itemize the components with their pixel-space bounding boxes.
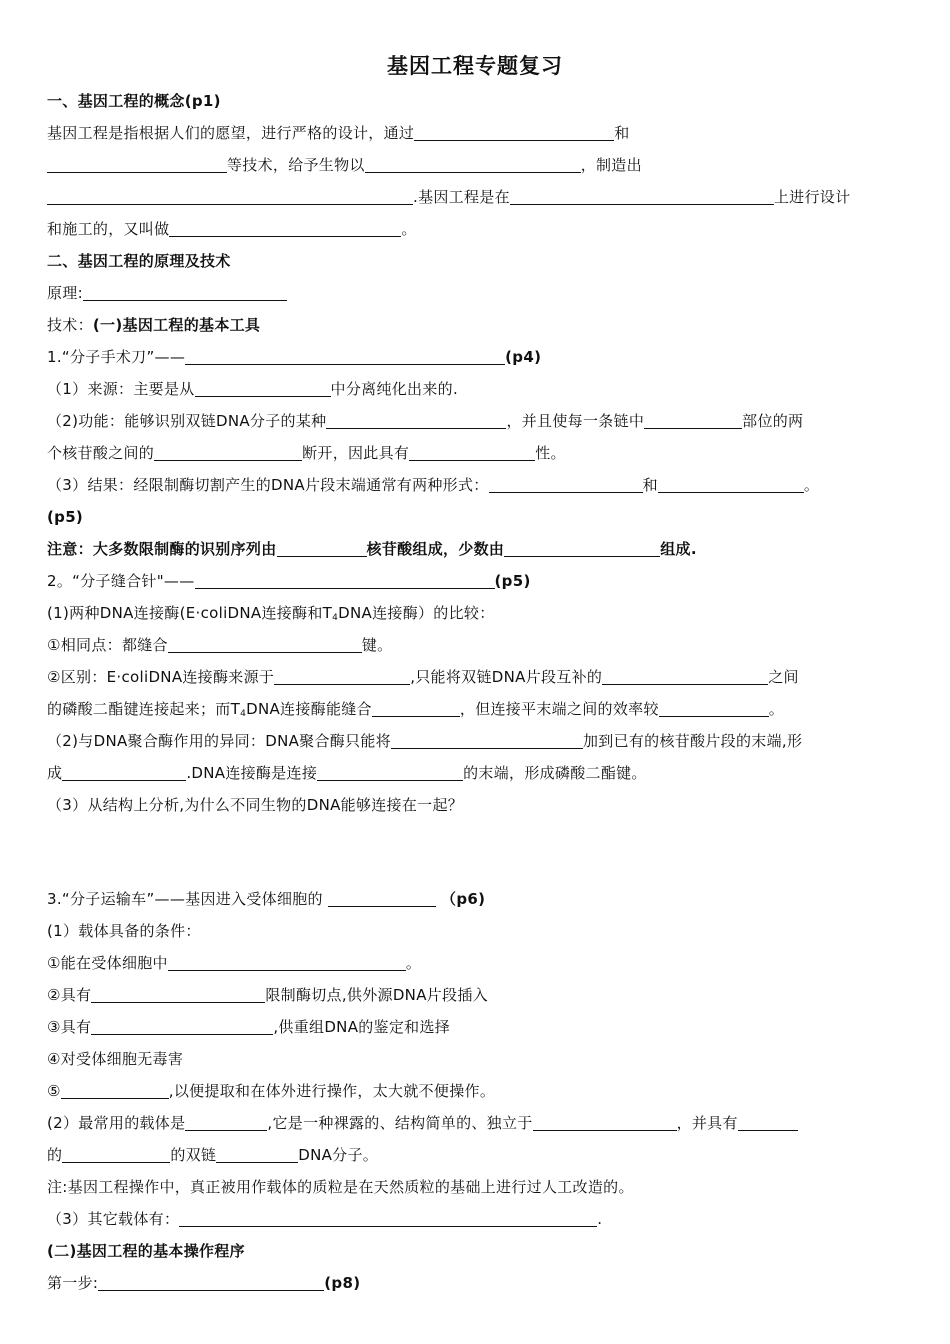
blank[interactable] [277, 540, 367, 557]
function-text-a: （2)功能：能够识别双链DNA分子的某种 [47, 412, 327, 430]
condition-2 [47, 984, 903, 1006]
subscript: 4 [332, 613, 339, 623]
c3-text-a: ③具有 [47, 1018, 92, 1036]
tech-line [47, 314, 903, 336]
page-ref: (p5) [494, 572, 531, 590]
result-text-c: 。 [803, 476, 820, 494]
pol2-text-b: .DNA连接酶是连接 [186, 764, 318, 782]
c3-text-b: ,供重组DNA的鉴定和选择 [273, 1018, 451, 1036]
section2-heading [47, 250, 903, 272]
same-text-a: ①相同点：都缝合 [47, 636, 168, 654]
blank[interactable] [47, 156, 227, 173]
step1-line [47, 1272, 903, 1294]
c1-text-a: ①能在受体细胞中 [47, 954, 168, 972]
note-text-c: 组成. [660, 540, 697, 558]
blank[interactable] [195, 380, 331, 397]
blank[interactable] [391, 732, 583, 749]
tool2-heading-text: 2。“分子缝合针"—— [47, 572, 195, 590]
diff-text-c: 之间 [768, 668, 799, 686]
other-text-b: . [597, 1210, 603, 1228]
step1-label: 第一步 [47, 1274, 93, 1292]
condition-3 [47, 1016, 903, 1038]
section3-heading [47, 1240, 903, 1262]
blank[interactable] [216, 1146, 298, 1163]
note-text-a: 注意：大多数限制酶的识别序列由 [47, 540, 277, 558]
tool1-heading-text: 1.“分子手术刀”—— [47, 348, 186, 366]
blank[interactable] [91, 1018, 273, 1035]
concept-line-4 [47, 218, 903, 240]
dna-question [47, 794, 903, 816]
blank[interactable] [372, 700, 460, 717]
function2-text-c: 性。 [535, 444, 566, 462]
common2-text-b: 的双链 [170, 1146, 217, 1164]
note-text: 注:基因工程操作中，真正被用作载体的质粒是在天然质粒的基础上进行过人工改造的。 [47, 1178, 634, 1196]
conditions-text: (1）载体具备的条件： [47, 922, 201, 940]
step1-colon: : [92, 1274, 99, 1292]
polymerase-2 [47, 762, 903, 784]
blank[interactable] [328, 890, 436, 907]
concept-line-1 [47, 122, 903, 144]
c2-text-a: ②具有 [47, 986, 92, 1004]
page-ref: （p6) [441, 890, 486, 908]
tools-heading: (一)基因工程的基本工具 [92, 316, 261, 334]
blank[interactable] [738, 1114, 798, 1131]
concept-text-4a: 和施工的，又叫做 [47, 220, 170, 238]
condition-5 [47, 1080, 903, 1102]
compare-text-a: (1)两种DNA连接酶(E·coliDNA连接酶和T [47, 604, 333, 622]
blank[interactable] [659, 700, 769, 717]
vector-conditions [47, 920, 903, 942]
blank[interactable] [326, 412, 506, 429]
concept-text-3b: 上进行设计 [773, 188, 851, 206]
section1-heading [47, 90, 903, 112]
concept-line-2 [47, 154, 903, 176]
diff2-text-a: 的磷酸二酯键连接起来；而T [47, 700, 241, 718]
blank[interactable] [644, 412, 742, 429]
c5-text-b: ,以便提取和在体外进行操作，太大就不便操作。 [168, 1082, 496, 1100]
blank[interactable] [83, 284, 287, 301]
pol-text-a: （2)与DNA聚合酶作用的异同：DNA聚合酶只能将 [47, 732, 391, 750]
page-ref: (p5) [47, 508, 84, 526]
other-vectors [47, 1208, 903, 1230]
c4-text: ④对受体细胞无毒害 [47, 1050, 184, 1068]
diff2-text-b: DNA连接酶能缝合 [246, 700, 372, 718]
result-text-a: （3）结果：经限制酶切割产生的DNA片段末端通常有两种形式： [47, 476, 489, 494]
blank[interactable] [91, 986, 265, 1003]
diff-text-a: ②区别：E·coliDNA连接酶来源于 [47, 668, 275, 686]
note-text-b: 核苷酸组成，少数由 [366, 540, 505, 558]
blank[interactable] [602, 668, 768, 685]
c2-text-b: 限制酶切点,供外源DNA片段插入 [265, 986, 488, 1004]
page-title: 基因工程专题复习 [387, 54, 563, 78]
diff-text-b: ,只能将双链DNA片段互补的 [410, 668, 603, 686]
blank[interactable] [533, 1114, 677, 1131]
section1-heading-text: 一、基因工程的概念(p1) [47, 92, 221, 110]
compare-text-b: DNA连接酶）的比较： [338, 604, 495, 622]
tech-label: 技术： [47, 316, 93, 334]
source-text-a: （1）来源：主要是从 [47, 380, 195, 398]
common2-text-a: 的 [47, 1146, 63, 1164]
blank[interactable] [489, 476, 643, 493]
blank[interactable] [185, 348, 505, 365]
page-ref: (p8) [324, 1274, 361, 1292]
subscript: 4 [240, 709, 247, 719]
function2-text-a: 个核苷酸之间的 [47, 444, 155, 462]
source-text-b: 中分离纯化出来的. [330, 380, 459, 398]
blank[interactable] [62, 1146, 170, 1163]
tool1-function-1 [47, 410, 903, 432]
blank[interactable] [195, 572, 495, 589]
ligase-diff-2 [47, 698, 903, 725]
blank[interactable] [168, 636, 362, 653]
common-vector-1 [47, 1112, 903, 1134]
blank[interactable] [317, 764, 463, 781]
common-text-a: (2）最常用的载体是 [47, 1114, 186, 1132]
condition-4 [47, 1048, 903, 1070]
common-text-b: ,它是一种裸露的、结构简单的、独立于 [267, 1114, 533, 1132]
function-text-c: 部位的两 [742, 412, 804, 430]
tool1-heading [47, 346, 903, 368]
tool1-function-2 [47, 442, 903, 464]
tool3-heading-text: 3.“分子运输车”——基因进入受体细胞的 [47, 890, 323, 908]
ligase-same [47, 634, 903, 656]
blank[interactable] [168, 954, 406, 971]
condition-1 [47, 952, 903, 974]
blank[interactable] [169, 220, 401, 237]
pol-text-b: 加到已有的核苷酸片段的末端,形 [582, 732, 803, 750]
section3-heading-text: (二)基因工程的基本操作程序 [47, 1242, 245, 1260]
principle-label: 原理: [47, 284, 83, 302]
concept-text-2b: ，制造出 [580, 156, 642, 174]
pol2-text-c: 的末端，形成磷酸二酯键。 [463, 764, 647, 782]
section2-heading-text: 二、基因工程的原理及技术 [47, 252, 231, 270]
concept-text-1a: 基因工程是指根据人们的愿望，进行严格的设计，通过 [47, 124, 415, 142]
principle-line [47, 282, 903, 304]
concept-text-2a: 等技术，给予生物以 [227, 156, 365, 174]
blank[interactable] [658, 476, 804, 493]
tool3-heading [47, 888, 903, 910]
diff2-text-d: 。 [768, 700, 785, 718]
blank[interactable] [414, 124, 614, 141]
function2-text-b: 断开，因此具有 [302, 444, 410, 462]
c1-text-b: 。 [405, 954, 422, 972]
blank[interactable] [510, 188, 774, 205]
tool1-result [47, 474, 903, 496]
blank[interactable] [409, 444, 535, 461]
c5-text-a: ⑤ [47, 1082, 61, 1100]
blank[interactable] [98, 1274, 324, 1291]
concept-text-1b: 和 [614, 124, 630, 142]
common-vector-2 [47, 1144, 903, 1166]
other-text-a: （3）其它载体有： [47, 1210, 180, 1228]
blank[interactable] [179, 1210, 597, 1227]
common2-text-c: DNA分子。 [298, 1146, 379, 1164]
plasmid-note [47, 1176, 903, 1198]
pol2-text-a: 成 [47, 764, 63, 782]
same-text-b: 键。 [361, 636, 393, 654]
p5-ref [47, 506, 903, 528]
polymerase-1 [47, 730, 903, 752]
result-text-b: 和 [642, 476, 658, 494]
function-text-b: ，并且使每一条链中 [506, 412, 645, 430]
ligase-diff-1 [47, 666, 903, 688]
concept-line-3 [47, 186, 903, 208]
blank[interactable] [62, 764, 186, 781]
blank[interactable] [504, 540, 660, 557]
diff2-text-c: ，但连接平末端之间的效率较 [459, 700, 659, 718]
concept-text-3a: .基因工程是在 [413, 188, 510, 206]
question-text: （3）从结构上分析,为什么不同生物的DNA能够连接在一起？ [47, 796, 464, 814]
blank[interactable] [365, 156, 581, 173]
tool1-source [47, 378, 903, 400]
common-text-c: ，并具有 [676, 1114, 738, 1132]
blank[interactable] [61, 1082, 169, 1099]
concept-text-4b: 。 [401, 220, 417, 238]
tool1-note [47, 538, 903, 560]
blank[interactable] [274, 668, 410, 685]
blank[interactable] [47, 188, 413, 205]
blank[interactable] [185, 1114, 267, 1131]
page-ref: (p4) [505, 348, 542, 366]
ligase-compare [47, 602, 903, 629]
tool2-heading [47, 570, 903, 592]
blank[interactable] [154, 444, 302, 461]
